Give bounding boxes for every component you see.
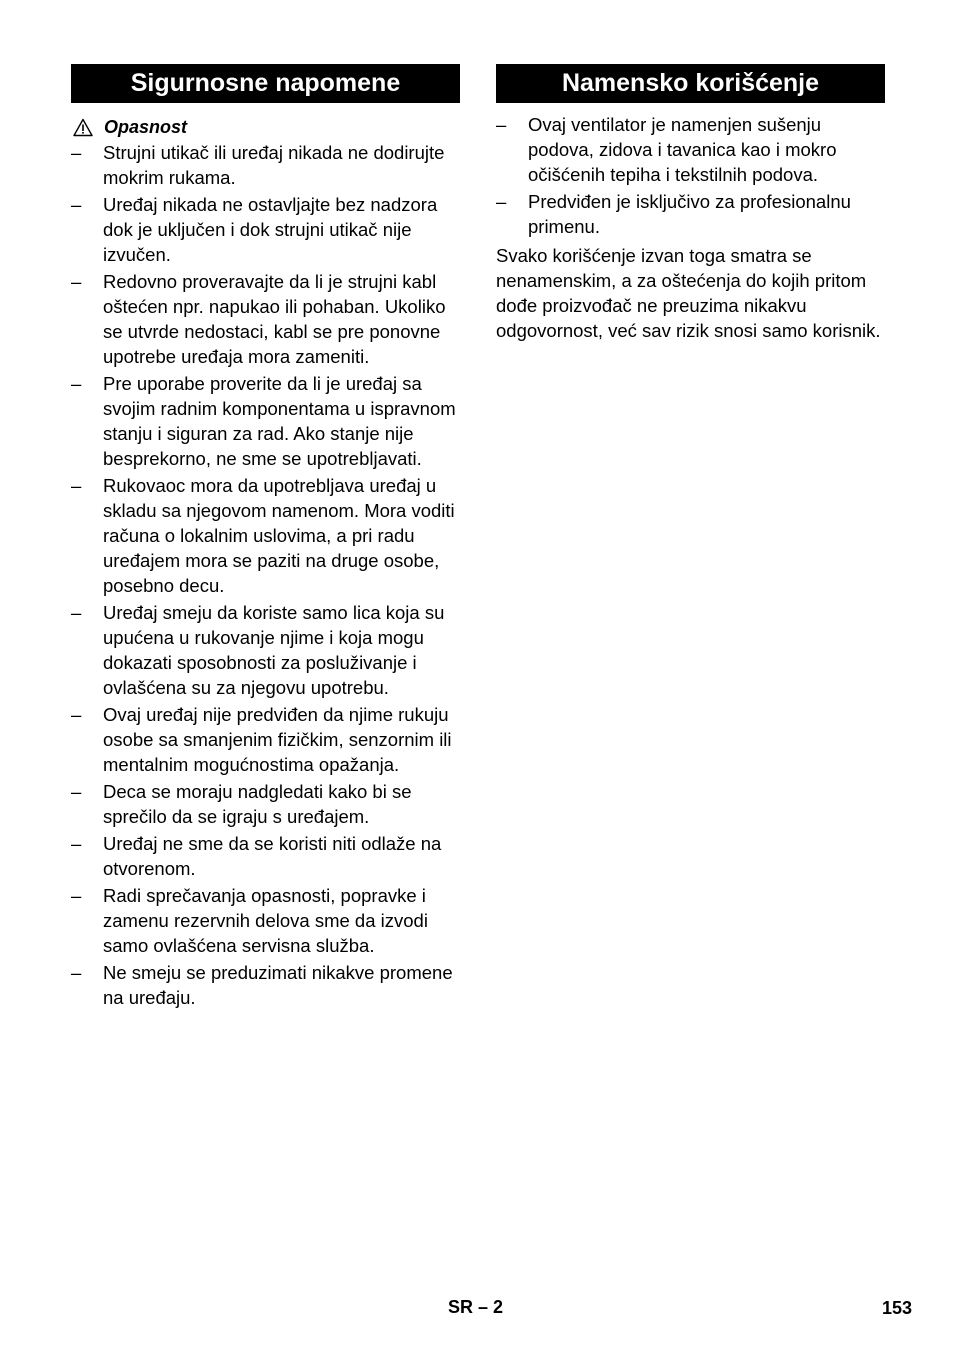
safety-heading: Sigurnosne napomene xyxy=(71,64,460,103)
list-item: – Redovno proveravajte da li je strujni kabl oštećen npr. napukao ili pohaban. Ukoliko se utvrde nedostaci, kabl se pre ponovne upotrebe uređaja mora zameniti. xyxy=(71,269,460,369)
intended-use-list xyxy=(496,112,885,239)
section-footer: SR – 2 xyxy=(448,1297,504,1317)
list-item: – Deca se moraju nadgledati kako bi se sprečilo da se igraju s uređajem. xyxy=(71,779,460,829)
list-item: – Pre uporabe proverite da li je uređaj sa svojim radnim komponentama u ispravnom stanju i siguran za rad. Ako stanje nije besprekorno, ne sme se upotrebljavati. xyxy=(71,371,460,471)
list-item: – Ovaj uređaj nije predviđen da njime rukuju osobe sa smanjenim fizičkim, senzornim ili mentalnim mogućnostima opažanja. xyxy=(71,702,460,777)
list-item: – Ne smeju se preduzimati nikakve promene na uređaju. xyxy=(71,960,460,1010)
list-item: – Uređaj nikada ne ostavljajte bez nadzora dok je uključen i dok strujni utikač nije izvučen. xyxy=(71,192,460,267)
list-item: – Ovaj ventilator je namenjen sušenju podova, zidova i tavanica kao i mokro očišćenih tepiha i tekstilnih podova. xyxy=(496,112,885,187)
danger-label-row xyxy=(71,116,460,138)
list-item: – Strujni utikač ili uređaj nikada ne dodirujte mokrim rukama. xyxy=(71,140,460,190)
intended-use-section xyxy=(496,64,885,343)
list-item: – Uređaj ne sme da se koristi niti odlaže na otvorenom. xyxy=(71,831,460,881)
warning-triangle-icon xyxy=(73,118,93,137)
list-item: – Rukovaoc mora da upotrebljava uređaj u skladu sa njegovom namenom. Mora voditi računa o lokalnim uslovima, a pri radu uređajem mora se paziti na druge osobe, posebno decu. xyxy=(71,473,460,598)
intended-use-paragraph: Svako korišćenje izvan toga smatra se nenamenskim, a za oštećenja do kojih pritom dođe proizvođač ne preuzima nikakvu odgovornost, već sav rizik snosi samo korisnik. xyxy=(496,245,881,341)
list-item: – Radi sprečavanja opasnosti, popravke i zamenu rezervnih delova sme da izvodi samo ovlašćena servisna služba. xyxy=(71,883,460,958)
safety-section xyxy=(71,64,460,1010)
list-item: – Uređaj smeju da koriste samo lica koja su upućena u rukovanje njime i koja mogu dokazati sposobnosti za posluživanje i ovlašćena su za njegovu upotrebu. xyxy=(71,600,460,700)
list-item: – Predviđen je isključivo za profesionalnu primenu. xyxy=(496,189,885,239)
safety-list xyxy=(71,140,460,1010)
danger-label: Opasnost xyxy=(104,116,188,137)
page-number: 153 xyxy=(881,1298,912,1318)
intended-use-heading: Namensko korišćenje xyxy=(496,64,885,103)
